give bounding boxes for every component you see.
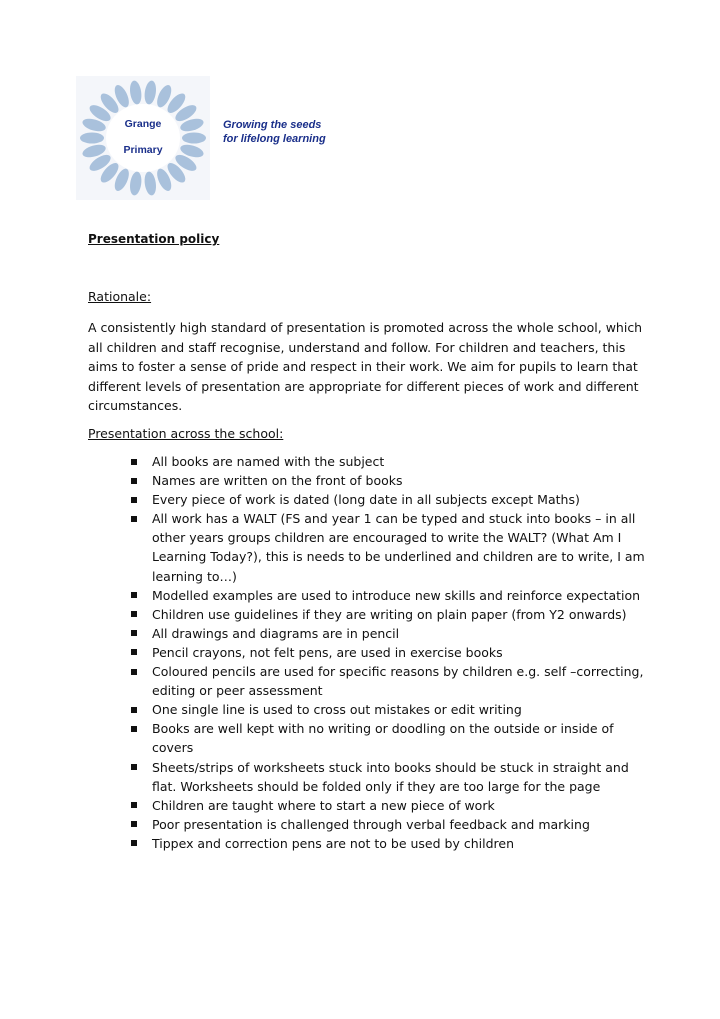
rule-list-item [130, 624, 650, 643]
square-bullet-icon [131, 840, 137, 846]
rule-text: Coloured pencils are used for specific reasons by children e.g. self –correcting, editing or peer assessment [152, 664, 644, 699]
rule-text: One single line is used to cross out mistakes or edit writing [152, 702, 522, 718]
document-title: Presentation policy [88, 232, 220, 246]
square-bullet-icon [131, 726, 137, 732]
square-bullet-icon [131, 459, 137, 465]
logo-text-grange: Grange [124, 118, 162, 130]
rule-text: Books are well kept with no writing or doodling on the outside or inside of covers [152, 721, 614, 756]
rule-text: Children use guidelines if they are writing on plain paper (from Y2 onwards) [152, 606, 627, 622]
square-bullet-icon [131, 497, 137, 503]
rule-list-item [130, 509, 650, 585]
logo-text-primary: Primary [123, 144, 163, 156]
rule-text: Tippex and correction pens are not to be used by children [152, 835, 514, 851]
rule-list-item [130, 452, 650, 471]
square-bullet-icon [131, 478, 137, 484]
square-bullet-icon [131, 649, 137, 655]
square-bullet-icon [131, 630, 137, 636]
rule-text: Names are written on the front of books [152, 473, 403, 489]
rule-list-item [130, 643, 650, 662]
rule-text: Modelled examples are used to introduce new skills and reinforce expectation [152, 587, 641, 603]
logo-ray [182, 133, 206, 144]
rule-text: All books are named with the subject [152, 454, 385, 469]
square-bullet-icon [131, 764, 137, 770]
rule-text: All drawings and diagrams are in pencil [152, 625, 400, 641]
rule-list-item [130, 815, 650, 834]
logo-center [106, 104, 180, 172]
rule-text: Every piece of work is dated (long date in all subjects except Maths) [152, 492, 580, 508]
rule-list-item [130, 700, 650, 719]
rule-list-item [130, 490, 650, 509]
rule-list-item [130, 586, 650, 605]
square-bullet-icon [131, 821, 137, 827]
rationale-heading: Rationale: [88, 289, 152, 304]
rule-list-item [130, 758, 650, 796]
rule-list-item [130, 662, 650, 700]
school-tagline [223, 118, 326, 146]
square-bullet-icon [131, 669, 137, 675]
tagline-line-1: Growing the seeds [223, 119, 322, 131]
rule-text: Pencil crayons, not felt pens, are used in exercise books [152, 644, 503, 660]
rule-text: Poor presentation is challenged through verbal feedback and marking [152, 816, 590, 832]
tagline-line-2: for lifelong learning [223, 133, 326, 145]
presentation-rules-list [130, 452, 650, 853]
square-bullet-icon [131, 592, 137, 598]
rule-list-item [130, 719, 650, 757]
rule-list-item [130, 605, 650, 624]
rule-list-item [130, 796, 650, 815]
rationale-paragraph: A consistently high standard of presentation is promoted across the whole school, which all children and staff recognise, understand and follow. For children and teachers, this aims to foster a sense of pride and respect in their work. We aim for pupils to learn that different levels of presentation are appropriate for different pieces of work and different circumstances. [88, 320, 643, 413]
presentation-heading: Presentation across the school: [88, 426, 284, 441]
rule-text: Sheets/strips of worksheets stuck into books should be stuck in straight and flat. Worksheets should be folded only if they are too large for the page [152, 759, 629, 794]
square-bullet-icon [131, 516, 137, 522]
rule-list-item [130, 471, 650, 490]
square-bullet-icon [131, 802, 137, 808]
rule-text: All work has a WALT (FS and year 1 can be typed and stuck into books – in all other years groups children are encouraged to write the WALT? (What Am I Learning Today?), this is needs to be underlined and children are to write, I am learning to…) [152, 511, 645, 584]
school-logo [76, 76, 210, 200]
logo-ray [80, 133, 104, 144]
rule-text: Children are taught where to start a new piece of work [152, 797, 495, 813]
square-bullet-icon [131, 707, 137, 713]
square-bullet-icon [131, 611, 137, 617]
rule-list-item [130, 834, 650, 853]
sun-logo-icon [76, 76, 210, 200]
